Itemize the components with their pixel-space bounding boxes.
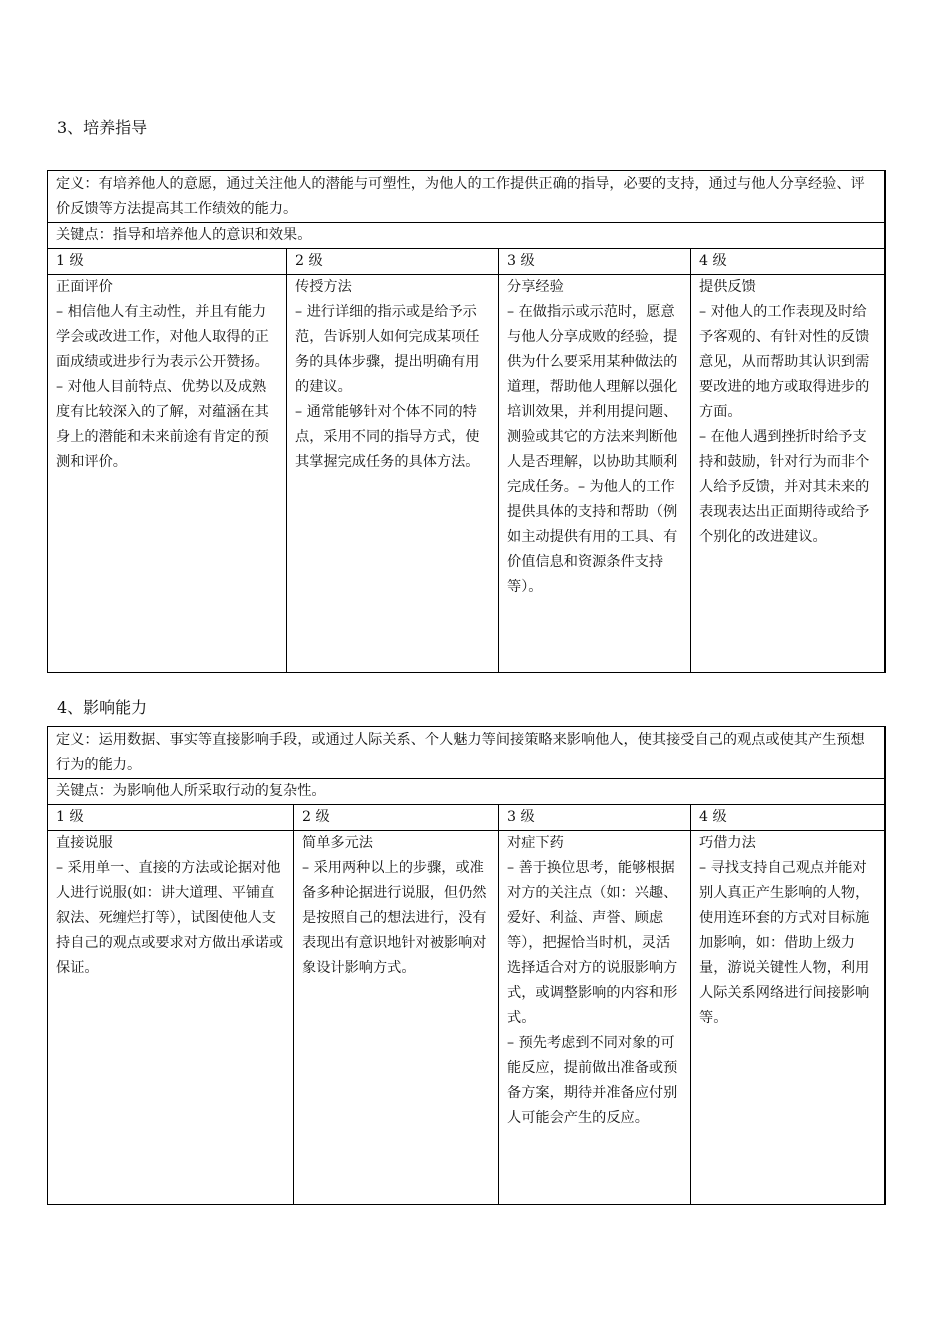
level-header: 1 级 bbox=[48, 805, 294, 831]
section-heading: 3、培养指导 bbox=[57, 118, 148, 137]
level-header: 3 级 bbox=[499, 249, 691, 275]
level-cell bbox=[691, 275, 885, 673]
keypoint-cell: 关键点：为影响他人所采取行动的复杂性。 bbox=[48, 779, 885, 805]
level-cell bbox=[48, 831, 294, 1205]
level-description: – 通常能够针对个体不同的特点，采用不同的指导方式，使其掌握完成任务的具体方法。 bbox=[295, 404, 480, 470]
level-description: – 采用单一、直接的方法或论据对他人进行说服(如：讲大道理、平铺直叙法、死缠烂打等），试图使他人支持自己的观点或要求对方做出承诺或保证。 bbox=[56, 860, 284, 976]
level-title: 分享经验 bbox=[507, 279, 564, 295]
keypoint-cell: 关键点：指导和培养他人的意识和效果。 bbox=[48, 223, 885, 249]
definition-cell: 定义：有培养他人的意愿，通过关注他人的潜能与可塑性，为他人的工作提供正确的指导，必要的支持，通过与他人分享经验、评价反馈等方法提高其工作绩效的能力。 bbox=[48, 171, 885, 223]
level-title: 正面评价 bbox=[56, 279, 113, 295]
definition-cell: 定义：运用数据、事实等直接影响手段，或通过人际关系、个人魅力等间接策略来影响他人，使其接受自己的观点或使其产生预想行为的能力。 bbox=[48, 727, 885, 779]
level-cell bbox=[294, 831, 499, 1205]
competency-table bbox=[47, 170, 886, 673]
level-header: 3 级 bbox=[499, 805, 691, 831]
level-description: – 进行详细的指示或是给予示范，告诉别人如何完成某项任务的具体步骤，提出明确有用的建议。 bbox=[295, 304, 480, 395]
level-title: 简单多元法 bbox=[302, 835, 373, 851]
level-title: 对症下药 bbox=[507, 835, 564, 851]
level-description: – 预先考虑到不同对象的可能反应，提前做出准备或预备方案，期待并准备应付别人可能会产生的反应。 bbox=[507, 1035, 678, 1126]
level-header: 4 级 bbox=[691, 805, 885, 831]
level-header: 2 级 bbox=[294, 805, 499, 831]
level-header: 2 级 bbox=[287, 249, 499, 275]
level-description: – 在他人遇到挫折时给予支持和鼓励，针对行为而非个人给予反馈，并对其未来的表现表达出正面期待或给予个别化的改进建议。 bbox=[699, 429, 870, 545]
level-header: 4 级 bbox=[691, 249, 885, 275]
level-cell bbox=[287, 275, 499, 673]
level-description: – 采用两种以上的步骤，或准备多种论据进行说服，但仍然是按照自己的想法进行，没有表现出有意识地针对被影响对象设计影响方式。 bbox=[302, 860, 487, 976]
level-title: 直接说服 bbox=[56, 835, 113, 851]
level-title: 传授方法 bbox=[295, 279, 352, 295]
level-title: 巧借力法 bbox=[699, 835, 756, 851]
level-description: – 对他人的工作表现及时给予客观的、有针对性的反馈意见，从而帮助其认识到需要改进的地方或取得进步的方面。 bbox=[699, 304, 870, 420]
level-header: 1 级 bbox=[48, 249, 287, 275]
level-description: – 相信他人有主动性，并且有能力学会或改进工作，对他人取得的正面成绩或进步行为表示公开赞扬。 bbox=[56, 304, 269, 370]
level-cell bbox=[499, 831, 691, 1205]
level-description: – 对他人目前特点、优势以及成熟度有比较深入的了解，对蕴涵在其身上的潜能和未来前途有肯定的预测和评价。 bbox=[56, 379, 269, 470]
level-cell bbox=[48, 275, 287, 673]
level-description: – 善于换位思考，能够根据对方的关注点（如：兴趣、爱好、利益、声誉、顾虑等），把握恰当时机，灵活选择适合对方的说服影响方式，或调整影响的内容和形式。 bbox=[507, 860, 678, 1026]
section-heading: 4、影响能力 bbox=[57, 698, 148, 717]
level-title: 提供反馈 bbox=[699, 279, 756, 295]
level-description: – 在做指示或示范时，愿意与他人分享成败的经验，提供为什么要采用某种做法的道理，帮助他人理解以强化培训效果，并利用提问题、测验或其它的方法来判断他人是否理解，以协助其顺利完成任务。– 为他人的工作提供具体的支持和帮助（例如主动提供有用的工具、有价值信息和资源条件支持等）。 bbox=[507, 304, 678, 595]
competency-table bbox=[47, 726, 886, 1205]
level-description: – 寻找支持自己观点并能对别人真正产生影响的人物，使用连环套的方式对目标施加影响，如：借助上级力量，游说关键性人物，利用人际关系网络进行间接影响等。 bbox=[699, 860, 870, 1026]
level-cell bbox=[499, 275, 691, 673]
level-cell bbox=[691, 831, 885, 1205]
